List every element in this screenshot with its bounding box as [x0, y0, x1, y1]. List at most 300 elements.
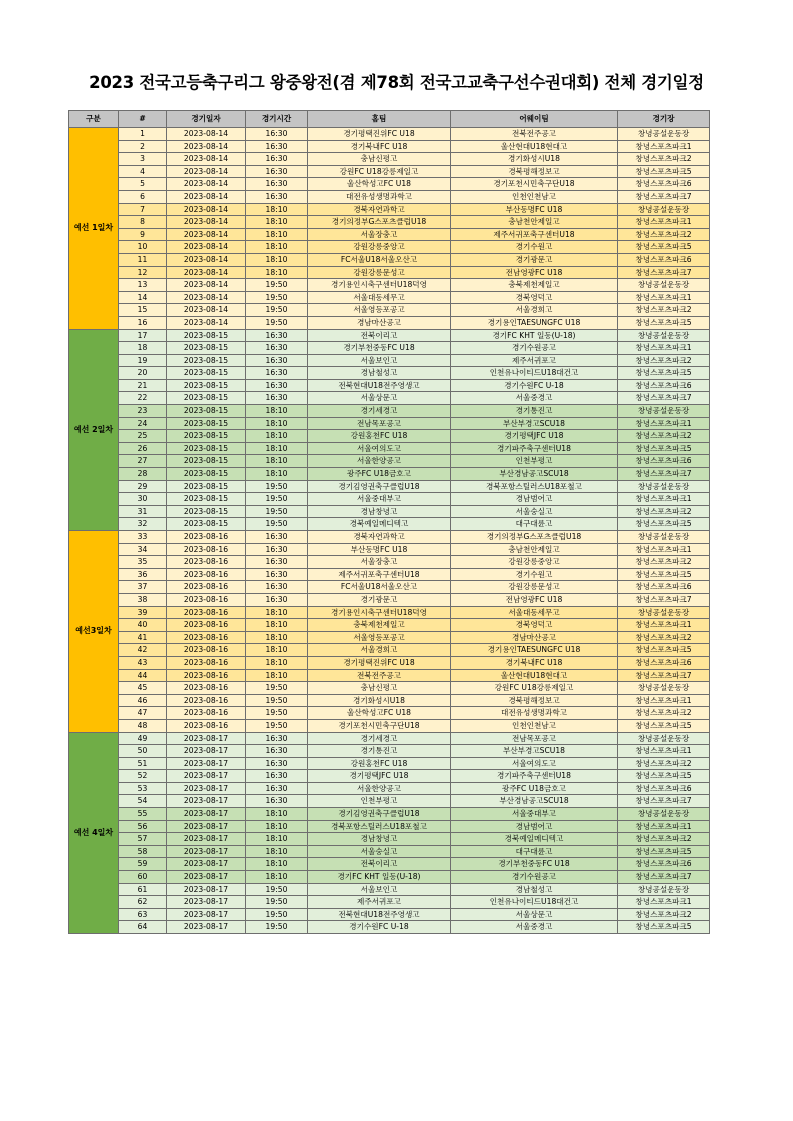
- table-row: [69, 367, 710, 380]
- home-team: 서울보인고: [308, 354, 451, 367]
- match-date: 2023-08-16: [167, 694, 246, 707]
- match-number: 21: [119, 379, 167, 392]
- match-number: 32: [119, 518, 167, 531]
- table-row: [69, 682, 710, 695]
- match-date: 2023-08-17: [167, 896, 246, 909]
- away-team: 서울대동세무고: [451, 606, 618, 619]
- venue: 창녕스포츠파크2: [618, 757, 710, 770]
- venue: 창녕스포츠파크7: [618, 266, 710, 279]
- match-time: 16:30: [246, 140, 308, 153]
- match-time: 18:10: [246, 455, 308, 468]
- match-number: 34: [119, 543, 167, 556]
- table-row: [69, 896, 710, 909]
- match-date: 2023-08-14: [167, 304, 246, 317]
- table-row: [69, 442, 710, 455]
- venue: 창녕스포츠파크1: [618, 619, 710, 632]
- venue: 창녕공설운동장: [618, 405, 710, 418]
- table-row: [69, 871, 710, 884]
- match-date: 2023-08-15: [167, 417, 246, 430]
- venue: 창녕스포츠파크2: [618, 505, 710, 518]
- match-time: 18:10: [246, 871, 308, 884]
- venue: 창녕스포츠파크2: [618, 833, 710, 846]
- match-time: 18:10: [246, 808, 308, 821]
- header-away-team: 어웨이팀: [451, 111, 618, 128]
- match-number: 64: [119, 921, 167, 934]
- home-team: 경남창녕고: [308, 833, 451, 846]
- match-time: 18:10: [246, 606, 308, 619]
- table-row: [69, 631, 710, 644]
- header-date: 경기일자: [167, 111, 246, 128]
- match-date: 2023-08-15: [167, 505, 246, 518]
- table-row: [69, 581, 710, 594]
- venue: 창녕스포츠파크2: [618, 228, 710, 241]
- venue: 창녕스포츠파크1: [618, 417, 710, 430]
- table-row: [69, 606, 710, 619]
- match-time: 18:10: [246, 253, 308, 266]
- match-date: 2023-08-16: [167, 568, 246, 581]
- home-team: 경기용인시축구센터U18덕영: [308, 606, 451, 619]
- match-number: 1: [119, 128, 167, 141]
- match-date: 2023-08-17: [167, 845, 246, 858]
- away-team: 경북평해정보고: [451, 165, 618, 178]
- venue: 창녕스포츠파크1: [618, 543, 710, 556]
- venue: 창녕스포츠파크1: [618, 493, 710, 506]
- away-team: 경북평해정보고: [451, 694, 618, 707]
- match-date: 2023-08-14: [167, 190, 246, 203]
- venue: 창녕스포츠파크1: [618, 140, 710, 153]
- away-team: 강원FC U18강릉제일고: [451, 682, 618, 695]
- match-time: 16:30: [246, 543, 308, 556]
- match-number: 26: [119, 442, 167, 455]
- match-number: 25: [119, 430, 167, 443]
- match-time: 18:10: [246, 845, 308, 858]
- home-team: 서울상문고: [308, 392, 451, 405]
- match-time: 19:50: [246, 304, 308, 317]
- table-row: [69, 392, 710, 405]
- venue: 창녕스포츠파크1: [618, 745, 710, 758]
- match-date: 2023-08-16: [167, 656, 246, 669]
- match-time: 18:10: [246, 203, 308, 216]
- table-row: [69, 480, 710, 493]
- match-time: 16:30: [246, 342, 308, 355]
- home-team: 울산학성고FC U18: [308, 707, 451, 720]
- away-team: 부산부경고SCU18: [451, 417, 618, 430]
- match-time: 19:50: [246, 480, 308, 493]
- match-date: 2023-08-14: [167, 165, 246, 178]
- match-time: 16:30: [246, 593, 308, 606]
- venue: 창녕스포츠파크5: [618, 644, 710, 657]
- table-row: [69, 782, 710, 795]
- match-number: 47: [119, 707, 167, 720]
- match-time: 16:30: [246, 367, 308, 380]
- home-team: 경기세경고: [308, 732, 451, 745]
- venue: 창녕스포츠파크5: [618, 719, 710, 732]
- header-group: 구분: [69, 111, 119, 128]
- table-row: [69, 858, 710, 871]
- home-team: 경기수원FC U-18: [308, 921, 451, 934]
- venue: 창녕스포츠파크6: [618, 858, 710, 871]
- match-number: 40: [119, 619, 167, 632]
- match-number: 29: [119, 480, 167, 493]
- venue: 창녕스포츠파크6: [618, 379, 710, 392]
- match-date: 2023-08-16: [167, 669, 246, 682]
- match-number: 10: [119, 241, 167, 254]
- match-number: 43: [119, 656, 167, 669]
- away-team: 경기수원FC U-18: [451, 379, 618, 392]
- venue: 창녕스포츠파크7: [618, 669, 710, 682]
- home-team: 서울보인고: [308, 883, 451, 896]
- match-number: 27: [119, 455, 167, 468]
- venue: 창녕스포츠파크5: [618, 518, 710, 531]
- home-team: 경기평택JFC U18: [308, 770, 451, 783]
- home-team: 서울대동세무고: [308, 291, 451, 304]
- table-row: [69, 203, 710, 216]
- home-team: FC서울U18서울오산고: [308, 581, 451, 594]
- match-time: 18:10: [246, 241, 308, 254]
- away-team: 부산부경고SCU18: [451, 745, 618, 758]
- venue: 창녕공설운동장: [618, 128, 710, 141]
- match-number: 49: [119, 732, 167, 745]
- table-row: [69, 845, 710, 858]
- match-date: 2023-08-16: [167, 543, 246, 556]
- home-team: 경남창녕고: [308, 505, 451, 518]
- match-time: 16:30: [246, 782, 308, 795]
- venue: 창녕공설운동장: [618, 279, 710, 292]
- header-venue: 경기장: [618, 111, 710, 128]
- match-number: 16: [119, 316, 167, 329]
- match-time: 16:30: [246, 392, 308, 405]
- match-number: 6: [119, 190, 167, 203]
- away-team: 광주FC U18금호고: [451, 782, 618, 795]
- match-time: 18:10: [246, 631, 308, 644]
- home-team: 경기포천시민축구단U18: [308, 719, 451, 732]
- venue: 창녕공설운동장: [618, 203, 710, 216]
- header-time: 경기시간: [246, 111, 308, 128]
- away-team: 경기수원고: [451, 241, 618, 254]
- match-number: 36: [119, 568, 167, 581]
- venue: 창녕스포츠파크2: [618, 430, 710, 443]
- match-time: 18:10: [246, 266, 308, 279]
- home-team: 전북이리고: [308, 858, 451, 871]
- match-time: 19:50: [246, 505, 308, 518]
- venue: 창녕스포츠파크6: [618, 253, 710, 266]
- venue: 창녕공설운동장: [618, 682, 710, 695]
- away-team: 대구대륜고: [451, 845, 618, 858]
- match-number: 15: [119, 304, 167, 317]
- away-team: 강원강릉중앙고: [451, 556, 618, 569]
- away-team: 경기화성시U18: [451, 153, 618, 166]
- table-row: [69, 153, 710, 166]
- match-time: 19:50: [246, 493, 308, 506]
- match-date: 2023-08-17: [167, 820, 246, 833]
- match-number: 45: [119, 682, 167, 695]
- match-number: 13: [119, 279, 167, 292]
- venue: 창녕스포츠파크1: [618, 820, 710, 833]
- match-date: 2023-08-14: [167, 279, 246, 292]
- match-time: 18:10: [246, 216, 308, 229]
- match-date: 2023-08-16: [167, 531, 246, 544]
- match-date: 2023-08-17: [167, 782, 246, 795]
- match-number: 60: [119, 871, 167, 884]
- away-team: 전북전주공고: [451, 128, 618, 141]
- match-date: 2023-08-17: [167, 883, 246, 896]
- match-number: 28: [119, 468, 167, 481]
- venue: 창녕스포츠파크1: [618, 342, 710, 355]
- venue: 창녕공설운동장: [618, 606, 710, 619]
- venue: 창녕공설운동장: [618, 808, 710, 821]
- home-team: 광주FC U18금호고: [308, 468, 451, 481]
- table-row: [69, 304, 710, 317]
- table-row: [69, 216, 710, 229]
- match-date: 2023-08-16: [167, 707, 246, 720]
- match-number: 23: [119, 405, 167, 418]
- home-team: 경북포항스틸러스U18포철고: [308, 820, 451, 833]
- match-time: 18:10: [246, 228, 308, 241]
- match-number: 63: [119, 908, 167, 921]
- match-number: 50: [119, 745, 167, 758]
- match-date: 2023-08-17: [167, 908, 246, 921]
- match-time: 19:50: [246, 908, 308, 921]
- home-team: 전북전주공고: [308, 669, 451, 682]
- match-date: 2023-08-16: [167, 606, 246, 619]
- away-team: 대전유성생명과학고: [451, 707, 618, 720]
- home-team: 서울여의도고: [308, 442, 451, 455]
- table-row: [69, 140, 710, 153]
- venue: 창녕스포츠파크2: [618, 556, 710, 569]
- table-row: [69, 165, 710, 178]
- away-team: 인천유나이티드U18대건고: [451, 367, 618, 380]
- venue: 창녕스포츠파크5: [618, 770, 710, 783]
- match-number: 24: [119, 417, 167, 430]
- match-date: 2023-08-17: [167, 808, 246, 821]
- match-time: 19:50: [246, 682, 308, 695]
- away-team: 경기수원공고: [451, 871, 618, 884]
- match-date: 2023-08-14: [167, 291, 246, 304]
- venue: 창녕스포츠파크5: [618, 367, 710, 380]
- match-number: 51: [119, 757, 167, 770]
- match-date: 2023-08-15: [167, 430, 246, 443]
- away-team: 인천인천남고: [451, 190, 618, 203]
- table-row: [69, 883, 710, 896]
- venue: 창녕스포츠파크7: [618, 871, 710, 884]
- match-number: 54: [119, 795, 167, 808]
- match-date: 2023-08-14: [167, 178, 246, 191]
- away-team: 인천인천남고: [451, 719, 618, 732]
- venue: 창녕스포츠파크1: [618, 291, 710, 304]
- away-team: 경남범어고: [451, 820, 618, 833]
- table-row: [69, 279, 710, 292]
- match-time: 16:30: [246, 556, 308, 569]
- table-row: [69, 757, 710, 770]
- venue: 창녕스포츠파크7: [618, 392, 710, 405]
- match-number: 37: [119, 581, 167, 594]
- away-team: 울산현대U18현대고: [451, 669, 618, 682]
- match-number: 38: [119, 593, 167, 606]
- home-team: 충북제천제일고: [308, 619, 451, 632]
- venue: 창녕공설운동장: [618, 732, 710, 745]
- away-team: 서울중대부고: [451, 808, 618, 821]
- match-date: 2023-08-15: [167, 379, 246, 392]
- venue: 창녕스포츠파크5: [618, 316, 710, 329]
- home-team: 서울한양공고: [308, 455, 451, 468]
- match-date: 2023-08-17: [167, 795, 246, 808]
- match-time: 18:10: [246, 417, 308, 430]
- home-team: 경북예일메디텍고: [308, 518, 451, 531]
- match-time: 16:30: [246, 581, 308, 594]
- home-team: 전북이리고: [308, 329, 451, 342]
- table-row: [69, 694, 710, 707]
- home-team: 전북현대U18전주영생고: [308, 908, 451, 921]
- home-team: 강원홍천FC U18: [308, 757, 451, 770]
- home-team: 제주서귀포고: [308, 896, 451, 909]
- table-row: [69, 568, 710, 581]
- match-number: 61: [119, 883, 167, 896]
- match-date: 2023-08-15: [167, 329, 246, 342]
- match-number: 46: [119, 694, 167, 707]
- match-date: 2023-08-17: [167, 732, 246, 745]
- match-date: 2023-08-16: [167, 593, 246, 606]
- venue: 창녕공설운동장: [618, 329, 710, 342]
- away-team: 전남목포공고: [451, 732, 618, 745]
- home-team: 경기통진고: [308, 745, 451, 758]
- venue: 창녕스포츠파크5: [618, 165, 710, 178]
- match-time: 19:50: [246, 883, 308, 896]
- home-team: 경기용인시축구센터U18덕영: [308, 279, 451, 292]
- away-team: 인천부평고: [451, 455, 618, 468]
- home-team: 서울장충고: [308, 556, 451, 569]
- match-date: 2023-08-14: [167, 203, 246, 216]
- match-time: 16:30: [246, 757, 308, 770]
- venue: 창녕스포츠파크7: [618, 593, 710, 606]
- match-time: 19:50: [246, 921, 308, 934]
- venue: 창녕스포츠파크5: [618, 241, 710, 254]
- match-date: 2023-08-15: [167, 367, 246, 380]
- match-date: 2023-08-16: [167, 619, 246, 632]
- match-number: 9: [119, 228, 167, 241]
- table-row: [69, 619, 710, 632]
- match-date: 2023-08-15: [167, 455, 246, 468]
- match-number: 55: [119, 808, 167, 821]
- away-team: 전남영광FC U18: [451, 266, 618, 279]
- away-team: 경기북내FC U18: [451, 656, 618, 669]
- match-time: 18:10: [246, 644, 308, 657]
- table-row: [69, 417, 710, 430]
- match-number: 3: [119, 153, 167, 166]
- match-time: 16:30: [246, 153, 308, 166]
- home-team: 경기평택진위FC U18: [308, 128, 451, 141]
- match-number: 12: [119, 266, 167, 279]
- away-team: 경기의정부G스포츠클럽U18: [451, 531, 618, 544]
- table-row: [69, 241, 710, 254]
- venue: 창녕스포츠파크6: [618, 782, 710, 795]
- venue: 창녕스포츠파크7: [618, 795, 710, 808]
- away-team: 충남천안제일고: [451, 216, 618, 229]
- away-team: 경기수원공고: [451, 342, 618, 355]
- table-row: [69, 178, 710, 191]
- home-team: 강원강릉문성고: [308, 266, 451, 279]
- venue: 창녕스포츠파크2: [618, 153, 710, 166]
- match-date: 2023-08-15: [167, 493, 246, 506]
- home-team: 경기부천중동FC U18: [308, 342, 451, 355]
- away-team: 서울중경고: [451, 392, 618, 405]
- match-date: 2023-08-15: [167, 342, 246, 355]
- match-number: 11: [119, 253, 167, 266]
- away-team: 서울경희고: [451, 304, 618, 317]
- away-team: 경기파주축구센터U18: [451, 770, 618, 783]
- match-number: 39: [119, 606, 167, 619]
- away-team: 부산동명FC U18: [451, 203, 618, 216]
- match-date: 2023-08-15: [167, 392, 246, 405]
- away-team: 전남영광FC U18: [451, 593, 618, 606]
- match-time: 16:30: [246, 745, 308, 758]
- match-time: 19:50: [246, 694, 308, 707]
- match-date: 2023-08-17: [167, 745, 246, 758]
- venue: 창녕스포츠파크5: [618, 845, 710, 858]
- match-number: 17: [119, 329, 167, 342]
- match-time: 19:50: [246, 719, 308, 732]
- match-date: 2023-08-14: [167, 228, 246, 241]
- home-team: FC서울U18서울오산고: [308, 253, 451, 266]
- match-date: 2023-08-17: [167, 858, 246, 871]
- away-team: 울산현대U18현대고: [451, 140, 618, 153]
- match-number: 14: [119, 291, 167, 304]
- venue: 창녕스포츠파크6: [618, 656, 710, 669]
- match-date: 2023-08-14: [167, 153, 246, 166]
- table-row: [69, 518, 710, 531]
- home-team: 서울영등포공고: [308, 304, 451, 317]
- away-team: 경기평택JFC U18: [451, 430, 618, 443]
- match-number: 19: [119, 354, 167, 367]
- match-time: 16:30: [246, 379, 308, 392]
- venue: 창녕공설운동장: [618, 883, 710, 896]
- match-date: 2023-08-16: [167, 631, 246, 644]
- home-team: 충남신평고: [308, 682, 451, 695]
- away-team: 제주서귀포축구센터U18: [451, 228, 618, 241]
- match-date: 2023-08-16: [167, 682, 246, 695]
- away-team: 서울중경고: [451, 921, 618, 934]
- home-team: 경남철성고: [308, 367, 451, 380]
- match-number: 18: [119, 342, 167, 355]
- match-time: 16:30: [246, 531, 308, 544]
- venue: 창녕스포츠파크2: [618, 908, 710, 921]
- match-date: 2023-08-17: [167, 921, 246, 934]
- home-team: 경기FC KHT 일동(U-18): [308, 871, 451, 884]
- away-team: 경북포항스틸러스U18포철고: [451, 480, 618, 493]
- table-row: [69, 291, 710, 304]
- table-row: [69, 719, 710, 732]
- table-row: [69, 908, 710, 921]
- match-time: 18:10: [246, 468, 308, 481]
- table-row: [69, 921, 710, 934]
- group-label: 예선 2일차: [69, 329, 119, 531]
- match-date: 2023-08-15: [167, 442, 246, 455]
- match-time: 16:30: [246, 354, 308, 367]
- match-number: 4: [119, 165, 167, 178]
- venue: 창녕스포츠파크1: [618, 216, 710, 229]
- table-row: [69, 732, 710, 745]
- table-row: [69, 455, 710, 468]
- venue: 창녕스포츠파크5: [618, 921, 710, 934]
- match-date: 2023-08-14: [167, 266, 246, 279]
- away-team: 경기파주축구센터U18: [451, 442, 618, 455]
- match-time: 16:30: [246, 732, 308, 745]
- home-team: 전남목포공고: [308, 417, 451, 430]
- page-title: 2023 전국고등축구리그 왕중왕전(겸 제78회 전국고교축구선수권대회) 전체 경기일정: [89, 73, 704, 92]
- match-date: 2023-08-15: [167, 354, 246, 367]
- match-number: 33: [119, 531, 167, 544]
- match-number: 31: [119, 505, 167, 518]
- table-row: [69, 833, 710, 846]
